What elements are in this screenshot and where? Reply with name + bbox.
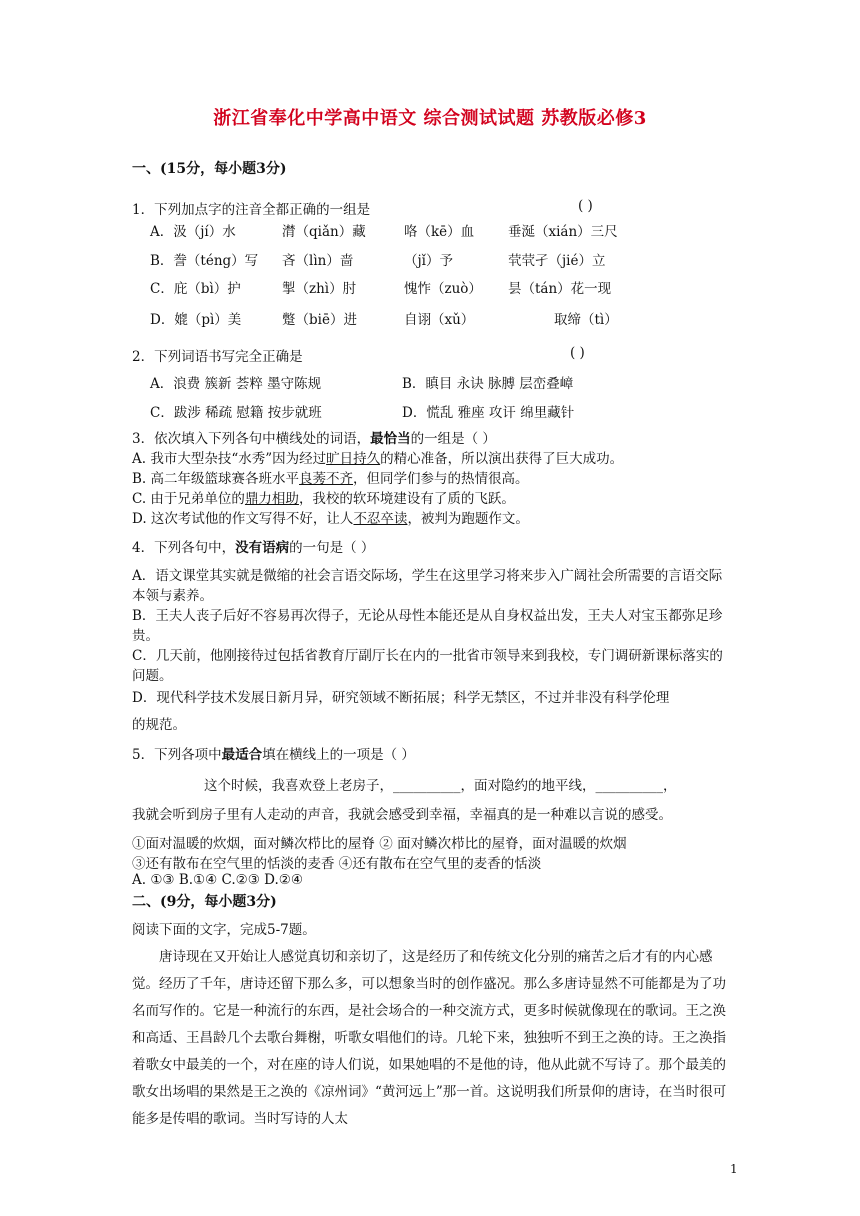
q1-option-b-3: （jǐ）予	[404, 253, 454, 269]
q1-option-a-4: 垂涎（xián）三尺	[508, 224, 618, 240]
q2-stem: 2．下列词语书写完全正确是	[132, 349, 303, 365]
q5-choices-line2: ③还有散布在空气里的恬淡的麦香 ④还有散布在空气里的麦香的恬淡	[132, 856, 542, 872]
q1-option-c-1: C．庇（bì）护	[150, 281, 241, 297]
q1-option-b-4: 茕茕孑（jié）立	[508, 253, 606, 269]
q1-option-c-3: 愧怍（zuò）	[404, 281, 482, 297]
q1-option-a-2: 潸（qiǎn）藏	[282, 224, 366, 240]
q3-option-a: A. 我市大型杂技“水秀”因为经过旷日持久的精心准备，所以演出获得了巨大成功。	[132, 451, 624, 467]
q1-option-b-2: 吝（lìn）啬	[282, 253, 354, 269]
page-number: 1	[730, 1162, 738, 1176]
page-title: 浙江省奉化中学高中语文 综合测试试题 苏教版必修3	[213, 108, 647, 129]
section-2-heading: 二、(9分，每小题3分)	[132, 894, 277, 910]
q2-option-d: D．慌乱 雅座 攻讦 绵里藏针	[402, 405, 575, 421]
q5-passage-line2: 我就会听到房子里有人走动的声音，我就会感受到幸福，幸福真的是一种难以言说的感受。	[132, 807, 672, 823]
q2-option-b: B．瞋目 永诀 脉膊 层峦叠嶂	[402, 376, 574, 392]
section-1-heading: 一、(15分，每小题3分)	[132, 161, 287, 177]
q4-option-d-line1: D．现代科学技术发展日新月异，研究领域不断拓展；科学无禁区，不过并非没有科学伦理	[132, 690, 670, 706]
q4-option-c: C．几天前，他刚接待过包括省教育厅副厅长在内的一批省市领导来到我校，专门调研新课标落实的问题。	[132, 648, 723, 684]
q5-passage-line1: 这个时候，我喜欢登上老房子，__________，面对隐约的地平线，__________，	[204, 778, 677, 794]
q5-choices-line1: ①面对温暖的炊烟，面对鳞次栉比的屋脊 ② 面对鳞次栉比的屋脊，面对温暖的炊烟	[132, 836, 627, 852]
q3-option-c: C. 由于兄弟单位的鼎力相助，我校的软环境建设有了质的飞跃。	[132, 491, 515, 507]
q1-option-a-1: A．汲（jí）水	[150, 224, 236, 240]
q4-option-a: A．语文课堂其实就是微缩的社会言语交际场，学生在这里学习将来步入广阔社会所需要的言语交际本领与素养。	[132, 568, 723, 604]
q4-stem: 4．下列各句中，没有语病的一句是（ ）	[132, 540, 375, 556]
q4-option-b: B．王夫人丧子后好不容易再次得子，无论从母性本能还是从自身权益出发，王夫人对宝玉都弥足珍贵。	[132, 608, 723, 644]
reading-passage	[132, 944, 728, 1133]
q1-answer-paren: ( )	[578, 198, 593, 214]
q1-option-d-4: 取缔（tì）	[554, 312, 618, 328]
q1-stem: 1．下列加点字的注音全都正确的一组是	[132, 202, 371, 218]
q4-option-d-line2: 的规范。	[132, 717, 186, 733]
q3-option-d: D. 这次考试他的作文写得不好，让人不忍卒读，被判为跑题作文。	[132, 511, 529, 527]
reading-passage-text: 唐诗现在又开始让人感觉真切和亲切了，这是经历了和传统文化分别的痛苦之后才有的内心感觉。经历了千年，唐诗还留下那么多，可以想象当时的创作盛况。那么多唐诗显然不可能都是为了功名而写作的。它是一种流行的东西，是社会场合的一种交流方式，更多时候就像现在的歌词。王之涣和高适、王昌龄几个去歌台舞榭，听歌女唱他们的诗。几轮下来，独独听不到王之涣的诗。王之涣指着歌女中最美的一个，对在座的诗人们说，如果她唱的不是他的诗，他从此就不写诗了。那个最美的歌女出场唱的果然是王之涣的《凉州词》“黄河远上”那一首。这说明我们所景仰的唐诗，在当时很可能多是传唱的歌词。当时写诗的人太	[132, 949, 727, 1127]
q1-option-b-1: B．誊（téng）写	[150, 253, 259, 269]
q1-option-c-4: 昙（tán）花一现	[508, 281, 612, 297]
q2-answer-paren: ( )	[570, 345, 585, 361]
q1-option-d-1: D．媲（pì）美	[150, 312, 242, 328]
q5-stem: 5．下列各项中最适合填在横线上的一项是（ ）	[132, 747, 415, 763]
q1-option-a-3: 咯（kē）血	[404, 224, 475, 240]
q3-stem: 3．依次填入下列各句中横线处的词语，最恰当的一组是（ ）	[132, 431, 496, 447]
reading-intro: 阅读下面的文字，完成5-7题。	[132, 922, 316, 938]
q1-option-d-2: 蹩（biē）进	[282, 312, 357, 328]
q1-option-c-2: 掣（zhì）肘	[282, 281, 357, 297]
q3-option-b: B. 高二年级篮球赛各班水平良莠不齐，但同学们参与的热情很高。	[132, 471, 529, 487]
q5-answers: A. ①③ B.①④ C.②③ D.②④	[132, 872, 304, 888]
q2-option-c: C．跋涉 稀疏 慰籍 按步就班	[150, 405, 322, 421]
q2-option-a: A．浪费 簇新 荟粹 墨守陈规	[150, 376, 322, 392]
q1-option-d-3: 自诩（xǔ）	[404, 312, 475, 328]
